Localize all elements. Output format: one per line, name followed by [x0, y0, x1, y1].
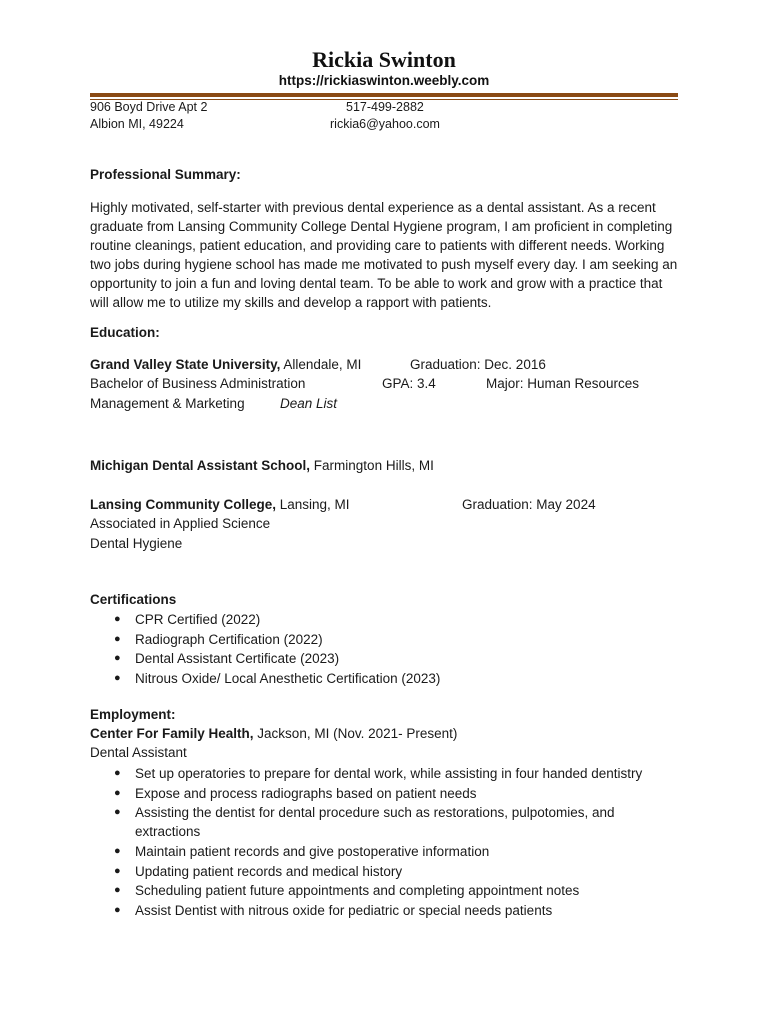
employment-employer-line — [90, 726, 457, 741]
edu-gvsu-minor: Management & Marketing — [90, 396, 245, 411]
edu-lcc-degree: Associated in Applied Science — [90, 516, 271, 531]
certifications-heading: Certifications — [90, 592, 177, 607]
education-heading: Education: — [90, 325, 160, 340]
list-item: ● Set up operatories to prepare for dental work, while assisting in four handed dentistry — [90, 764, 680, 784]
website-link[interactable]: https://rickiaswinton.weebly.com — [278, 73, 490, 88]
list-item: ● Dental Assistant Certificate (2023) — [90, 649, 440, 669]
edu-lcc-field: Dental Hygiene — [90, 536, 183, 551]
bullet-icon: ● — [114, 786, 121, 799]
address-line-1: 906 Boyd Drive Apt 2 — [90, 100, 208, 114]
resume-name: Rickia Swinton — [312, 47, 456, 72]
list-item: ● Assisting the dentist for dental procedure such as restorations, pulpotomies, and extractions — [114, 805, 615, 840]
employment-employer: Center For Family Health, — [90, 726, 254, 741]
edu-mdas-school: Michigan Dental Assistant School, — [90, 458, 311, 473]
edu-gvsu-major: Major: Human Resources — [486, 376, 640, 391]
list-item: ● Updating patient records and medical history — [90, 862, 680, 882]
edu-lcc-graduation: Graduation: May 2024 — [462, 497, 596, 512]
employment-title: Dental Assistant — [90, 745, 187, 760]
summary-text: Highly motivated, self-starter with previous dental experience as a dental assistant. As a recent graduate from Lansing Community College Dental Hygiene program, I am proficient in completing routine cleanings, patient education, and providing care to patients with different needs. Working two jobs during hygiene school has made me motivated to push myself every day. I am seeking an opportunity to join a fun and loving dental team. To be able to work and grow with a practice that will allow me to utilize my skills and develop a rapport with patients. — [90, 200, 678, 310]
employment-heading: Employment: — [90, 707, 176, 722]
email-address[interactable]: rickia6@yahoo.com — [330, 117, 440, 131]
edu-gvsu-school: Grand Valley State University, — [90, 357, 281, 372]
list-item: ● Assist Dentist with nitrous oxide for pediatric or special needs patients — [90, 901, 680, 921]
edu-mdas-location: Farmington Hills, MI — [310, 458, 434, 473]
edu-gvsu-location: Allendale, MI — [280, 357, 362, 372]
list-item: ● Expose and process radiographs based on patient needs — [90, 784, 680, 804]
edu-lcc-location: Lansing, MI — [276, 497, 350, 512]
edu-lcc-line — [90, 497, 350, 512]
certifications-list — [90, 610, 440, 688]
bullet-icon: ● — [114, 806, 121, 819]
edu-lcc-school: Lansing Community College, — [90, 497, 277, 512]
edu-gvsu-degree: Bachelor of Business Administration — [90, 376, 306, 391]
bullet-icon: ● — [114, 845, 121, 858]
bullet-icon: ● — [114, 903, 121, 916]
phone-number: 517-499-2882 — [346, 100, 424, 114]
bullet-icon: ● — [114, 632, 121, 645]
edu-gvsu-line — [90, 357, 361, 372]
list-item: ● Scheduling patient future appointments and completing appointment notes — [90, 881, 680, 901]
summary-heading: Professional Summary: — [90, 167, 241, 182]
bullet-icon: ● — [114, 864, 121, 877]
edu-gvsu-honor: Dean List — [280, 396, 338, 411]
header-rule-thick — [90, 93, 678, 97]
employment-location-dates: Jackson, MI (Nov. 2021- Present) — [253, 726, 458, 741]
bullet-icon: ● — [114, 767, 121, 779]
edu-mdas-line — [90, 458, 434, 473]
bullet-icon: ● — [114, 884, 121, 897]
bullet-icon: ● — [114, 613, 121, 625]
list-item: ● Maintain patient records and give postoperative information — [90, 842, 680, 862]
edu-gvsu-graduation: Graduation: Dec. 2016 — [410, 357, 546, 372]
employment-duties-list — [90, 764, 680, 921]
edu-gvsu-gpa: GPA: 3.4 — [382, 376, 436, 391]
list-item: ● CPR Certified (2022) — [90, 610, 440, 630]
bullet-icon: ● — [114, 671, 121, 684]
bullet-icon: ● — [114, 652, 121, 665]
list-item: ● Nitrous Oxide/ Local Anesthetic Certification (2023) — [90, 669, 440, 689]
address-line-2: Albion MI, 49224 — [90, 117, 184, 131]
list-item: ● Radiograph Certification (2022) — [90, 630, 440, 650]
